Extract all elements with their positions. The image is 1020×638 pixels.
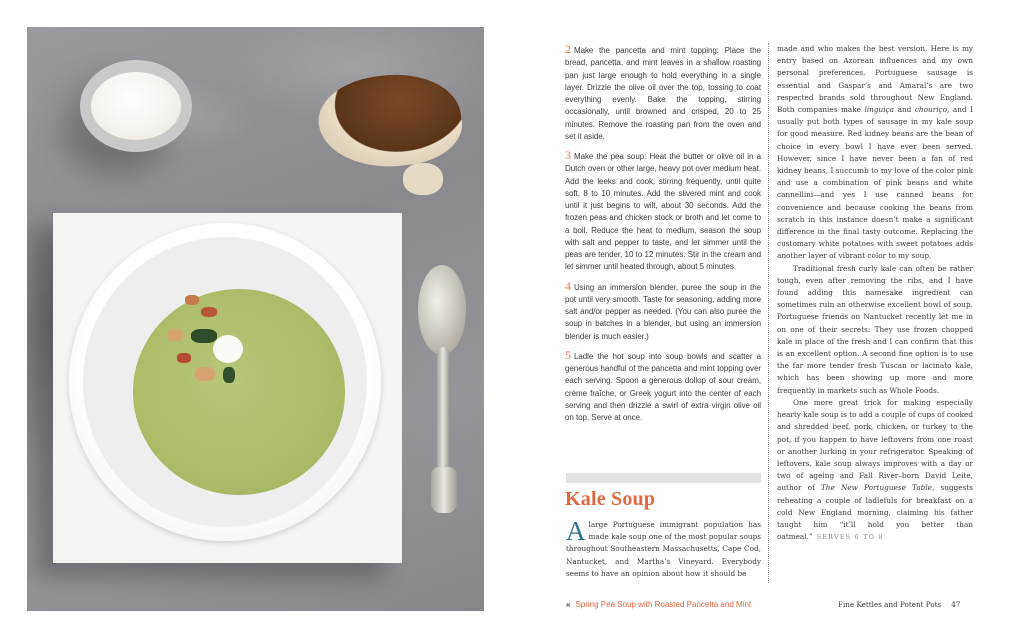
pancetta-piece [177, 353, 191, 363]
prev-recipe-title: Spring Pea Soup with Roasted Pancetta and Mint [575, 600, 752, 609]
headnote-para-3 [777, 397, 973, 544]
spoon [418, 265, 466, 355]
food-photo [27, 27, 484, 611]
spoon-end [431, 467, 457, 513]
step-text: Make the pea soup: Heat the butter or olive oil in a Dutch oven or other large, heavy pot over medium heat. Add the leeks and cook, stirring frequently, until quite soft, 8 to 10 minutes. Add the slivered mint and cook until it just begins to wilt, about 30 seconds. Add the frozen peas and chicken stock or broth and let come to a boil. Reduce the heat to medium, season the soup with salt and pepper to taste, and let simmer until the peas are tender, 10 to 12 minutes. Stir in the cream and let simmer until heated through, about 5 minutes. [565, 152, 761, 272]
italic-term: chouriço [914, 105, 948, 115]
drop-cap: A [566, 516, 586, 546]
step-number: 3 [565, 148, 571, 162]
serves-label: SERVES 6 TO 8 [816, 534, 884, 542]
headnote-column [777, 43, 973, 544]
italic-term: linguiça [864, 105, 895, 115]
section-rule [566, 473, 761, 483]
step-text: Make the pancetta and mint topping: Place the bread, pancetta, and mint leaves in a shallow roasting pan just large enough to hold everything in a single layer. Drizzle the olive oil over the top, tossing to coat everything evenly. Bake the topping, stirring occasionally, until browned and crisped, 20 to 25 minutes. Remove the roasting pan from the oven and set it aside. [565, 46, 761, 141]
recipe-intro [566, 516, 761, 580]
pancetta-mint-garnish [147, 287, 257, 397]
bread-crumb [403, 163, 443, 195]
column-divider [768, 43, 769, 583]
headnote-para-1 [777, 44, 973, 260]
prev-recipe-link[interactable] [566, 600, 751, 609]
cream-dollop [213, 335, 243, 363]
step-text: Using an immersion blender, puree the soup in the pot until very smooth. Taste for seasoning, adding more salt and/or pepper as needed. (You can also puree the soup in batches in a blender, but using an immersion blender is much easier.) [565, 282, 761, 341]
step-text: Ladle the hot soup into soup bowls and scatter a generous handful of the pancetta and mint topping over each serving. Spoon a generous dollop of sour cream, crème fraîche, or Greek yogurt into the center of each serving and then drizzle a swirl of extra virgin olive oil on top. Serve at once. [565, 351, 761, 422]
page-number: 47 [951, 600, 961, 609]
intro-text: large Portuguese immigrant population has made kale soup one of the most popular soups throughout Southeastern Massachusetts, Cape Cod, Nantucket, and Martha’s Vineyard. Everybody seems to have an opinion about how it should be [566, 520, 761, 578]
chapter-title: Fine Kettles and Potent Pots [838, 600, 942, 609]
pancetta-piece [185, 295, 199, 305]
crouton [167, 329, 183, 341]
step-2 [565, 43, 761, 143]
crouton [195, 367, 215, 381]
text-run: , and I usually put both types of sausage in my kale soup for good measure. Red kidney beans are the bean of choice in every bowl I have ever been served. However, since I have never been a fan of red kidney beans, I succumb to my love of the color pink and use a combination of pink beans and white cannellini—and yes I use canned beans for convenience and because cooking the beans from scratch in this instance doesn’t make a significant difference in the final tasty outcome. Replacing the customary white potatoes with sweet potatoes adds another layer of vibrant color to my soup. [777, 105, 974, 261]
step-4 [565, 280, 761, 343]
step-number: 2 [565, 42, 571, 56]
step-number: 5 [565, 347, 571, 362]
pancetta-piece [201, 307, 217, 317]
recipe-title: Kale Soup [565, 488, 656, 510]
book-title: The New Portuguese Table [820, 483, 933, 493]
text-run: made and who makes the best version. Here is my entry based on Azorean influences and my own personal preferences. Portuguese sausage is essential and Gaspar’s and Amaral’s are two respected brands sold throughout New England. Both companies make [777, 44, 973, 115]
text-run: , suggests reheating a couple of ladlefuls for breakfast on a cold New England morning, claiming his father taught him “it’ll hold you better than oatmeal.” [777, 483, 973, 542]
sour-cream [91, 72, 181, 140]
running-footer [838, 600, 960, 609]
double-chevron-left-icon: « [566, 600, 571, 609]
mint-leaf [223, 367, 235, 383]
steps-column [565, 43, 761, 430]
sour-cream-ramekin [80, 60, 192, 152]
text-run: One more great trick for making especially hearty kale soup is to add a couple of cups of cooked and shredded beef, pork, chicken, or turkey to the pot, if you happen to have leftovers from one roast or another lurking in your refrigerator. Speaking of leftovers, kale soup always improves with a day or two of ageing and Fall River–born David Leite, author of [777, 397, 973, 493]
step-5 [565, 349, 761, 425]
step-number: 4 [565, 278, 571, 293]
headnote-para-2: Traditional fresh curly kale can often be rather tough, even after removing the ribs, and I have found adding this namesake ingredient can sometimes ruin an otherwise excellent bowl of soup. Portuguese friends on Nantucket recently let me in on one of their secrets: They use frozen chopped kale in place of the fresh and I can confirm that this is an excellent option. A second fine option is to use the far more tender fresh Tuscan or lacinato kale, which has been showing up more and more frequently in markets such as Whole Foods. [777, 263, 973, 395]
step-3 [565, 149, 761, 274]
text-run: and [894, 105, 915, 115]
mint-leaf [191, 329, 217, 343]
